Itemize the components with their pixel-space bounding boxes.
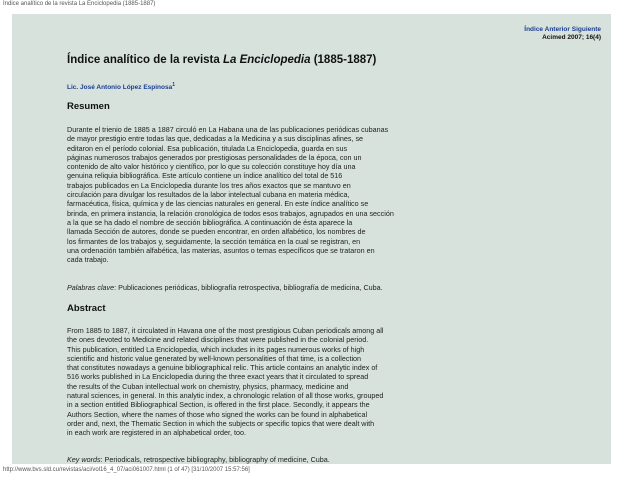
resumen-line: una ordenación también alfabética, las materias, asuntos o temas específicos que se trataron en [67,245,375,255]
resumen-line: de mayor prestigio entre todas las que, dedicadas a la Medicina y a sus disciplinas afines, se [67,134,364,144]
resumen-text [67,125,447,264]
resumen-line: páginas numerosos trabajos generados por prestigiosas personalidades de la época, con un [67,152,362,162]
abstract-line: the ones devoted to Medicine and related disciplines that were published in the colonial period. [67,335,369,345]
resumen-heading: Resumen [67,101,110,112]
abstract-line: scientific and historic value generated by well-known personalities of that time, is a collection [67,353,362,363]
abstract-line: order and, next, the Thematic Section in which the subjects or specific topics that were dealt with [67,418,375,428]
abstract-line: 516 works published in La Enciclopedia during the three exact years that it circulated to spread [67,372,369,382]
abstract-line: the results of the Cuban intellectual work on chemistry, physics, pharmacy, medicine and [67,381,349,391]
abstract-line: natural sciences, in general. In this analytic index, a chronologic relation of all those works, grouped [67,391,384,401]
abstract-line: in each work are registered in an alphabetical order, too. [67,428,246,438]
resumen-line: llamada Sección de autores, donde se pueden encontrar, en orden alfabético, los nombres de [67,227,366,237]
article-title [67,54,376,66]
palabras-clave-text: : Publicaciones periódicas, bibliografía retrospectiva, bibliografía de medicina, Cuba. [114,283,383,292]
title-journal-name: La Enciclopedia [222,54,311,66]
abstract-line: From 1885 to 1887, it circulated in Havana one of the most prestigious Cuban periodicals among all [67,326,384,335]
resumen-line: circulación para divulgar los resultados de la labor intelectual cubana en materia médica, [67,190,350,200]
author-name: Lic. José Antonio López Espinosa [67,84,173,92]
resumen-line: cada trabajo. [67,255,109,265]
key-words [67,455,330,464]
abstract-text [67,326,447,438]
resumen-line: contenido de alto valor histórico y científico, por lo que su colección constituye hoy día una [67,162,356,172]
nav-indice-link[interactable]: Índice [524,26,544,33]
abstract-heading: Abstract [67,303,106,314]
title-suffix: (1885-1887) [310,54,377,66]
print-header: Índice analítico de la revista La Enciclopedia (1885-1887) [3,1,156,7]
palabras-clave-label: Palabras clave [67,283,115,292]
abstract-line: This publication, entitled La Enciclopedia, which includes in its pages numerous works of high [67,344,365,354]
resumen-line: editaron en el período colonial. Esa publicación, titulada La Enciclopedia, guarda en sus [67,143,348,153]
resumen-line: Durante el trienio de 1885 a 1887 circuló en La Habana una de las publicaciones periódicas cubanas [67,125,389,134]
author-line [67,82,175,91]
nav-links [524,26,601,34]
print-footer: http://www.bvs.sld.cu/revistas/aci/vol16_4_07/aci061007.html (1 of 47) [31/10/2007 15:57:56] [3,467,250,473]
resumen-line: trabajos publicados en La Enciclopedia durante los tres años exactos que se mantuvo en [67,180,351,190]
author-footnote-link[interactable]: 1 [172,82,175,88]
resumen-line: genuina reliquia bibliográfica. Este artículo contiene un índice analítico del total de 516 [67,171,343,181]
key-words-text: : Periodicals, retrospective bibliography, bibliography of medicine, Cuba. [100,455,330,464]
title-prefix: Índice analítico de la revista [67,54,223,66]
abstract-line: that constitutes nowadays a genuine bibliographical relic. This article contains an analytic index of [67,363,378,373]
resumen-line: farmacéutica, física, química y de las ciencias naturales en general. En este índice analítico se [67,199,369,209]
nav-siguiente-link[interactable]: Siguiente [571,26,601,33]
article-page [12,14,611,464]
resumen-line: brinda, en primera instancia, la relación cronológica de todos esos trabajos, agrupados en una sección [67,208,394,218]
key-words-label: Key words [67,455,101,464]
resumen-line: los firmantes de los trabajos y, seguidamente, la sección temática en la cual se registran, en [67,236,361,246]
journal-reference: Acimed 2007; 16(4) [542,34,601,41]
palabras-clave [67,283,383,292]
nav-anterior-link[interactable]: Anterior [544,26,570,33]
abstract-line: Authors Section, where the names of those who signed the works can be found in alphabetical [67,409,368,419]
top-navigation [524,26,601,42]
resumen-line: a la que se ha dado el nombre de sección bibliográfica. A continuación de ésta aparece la [67,217,353,227]
abstract-line: in a section entitled Bibliographical Section, is offered in the first place. Secondly, it appears the [67,400,370,410]
